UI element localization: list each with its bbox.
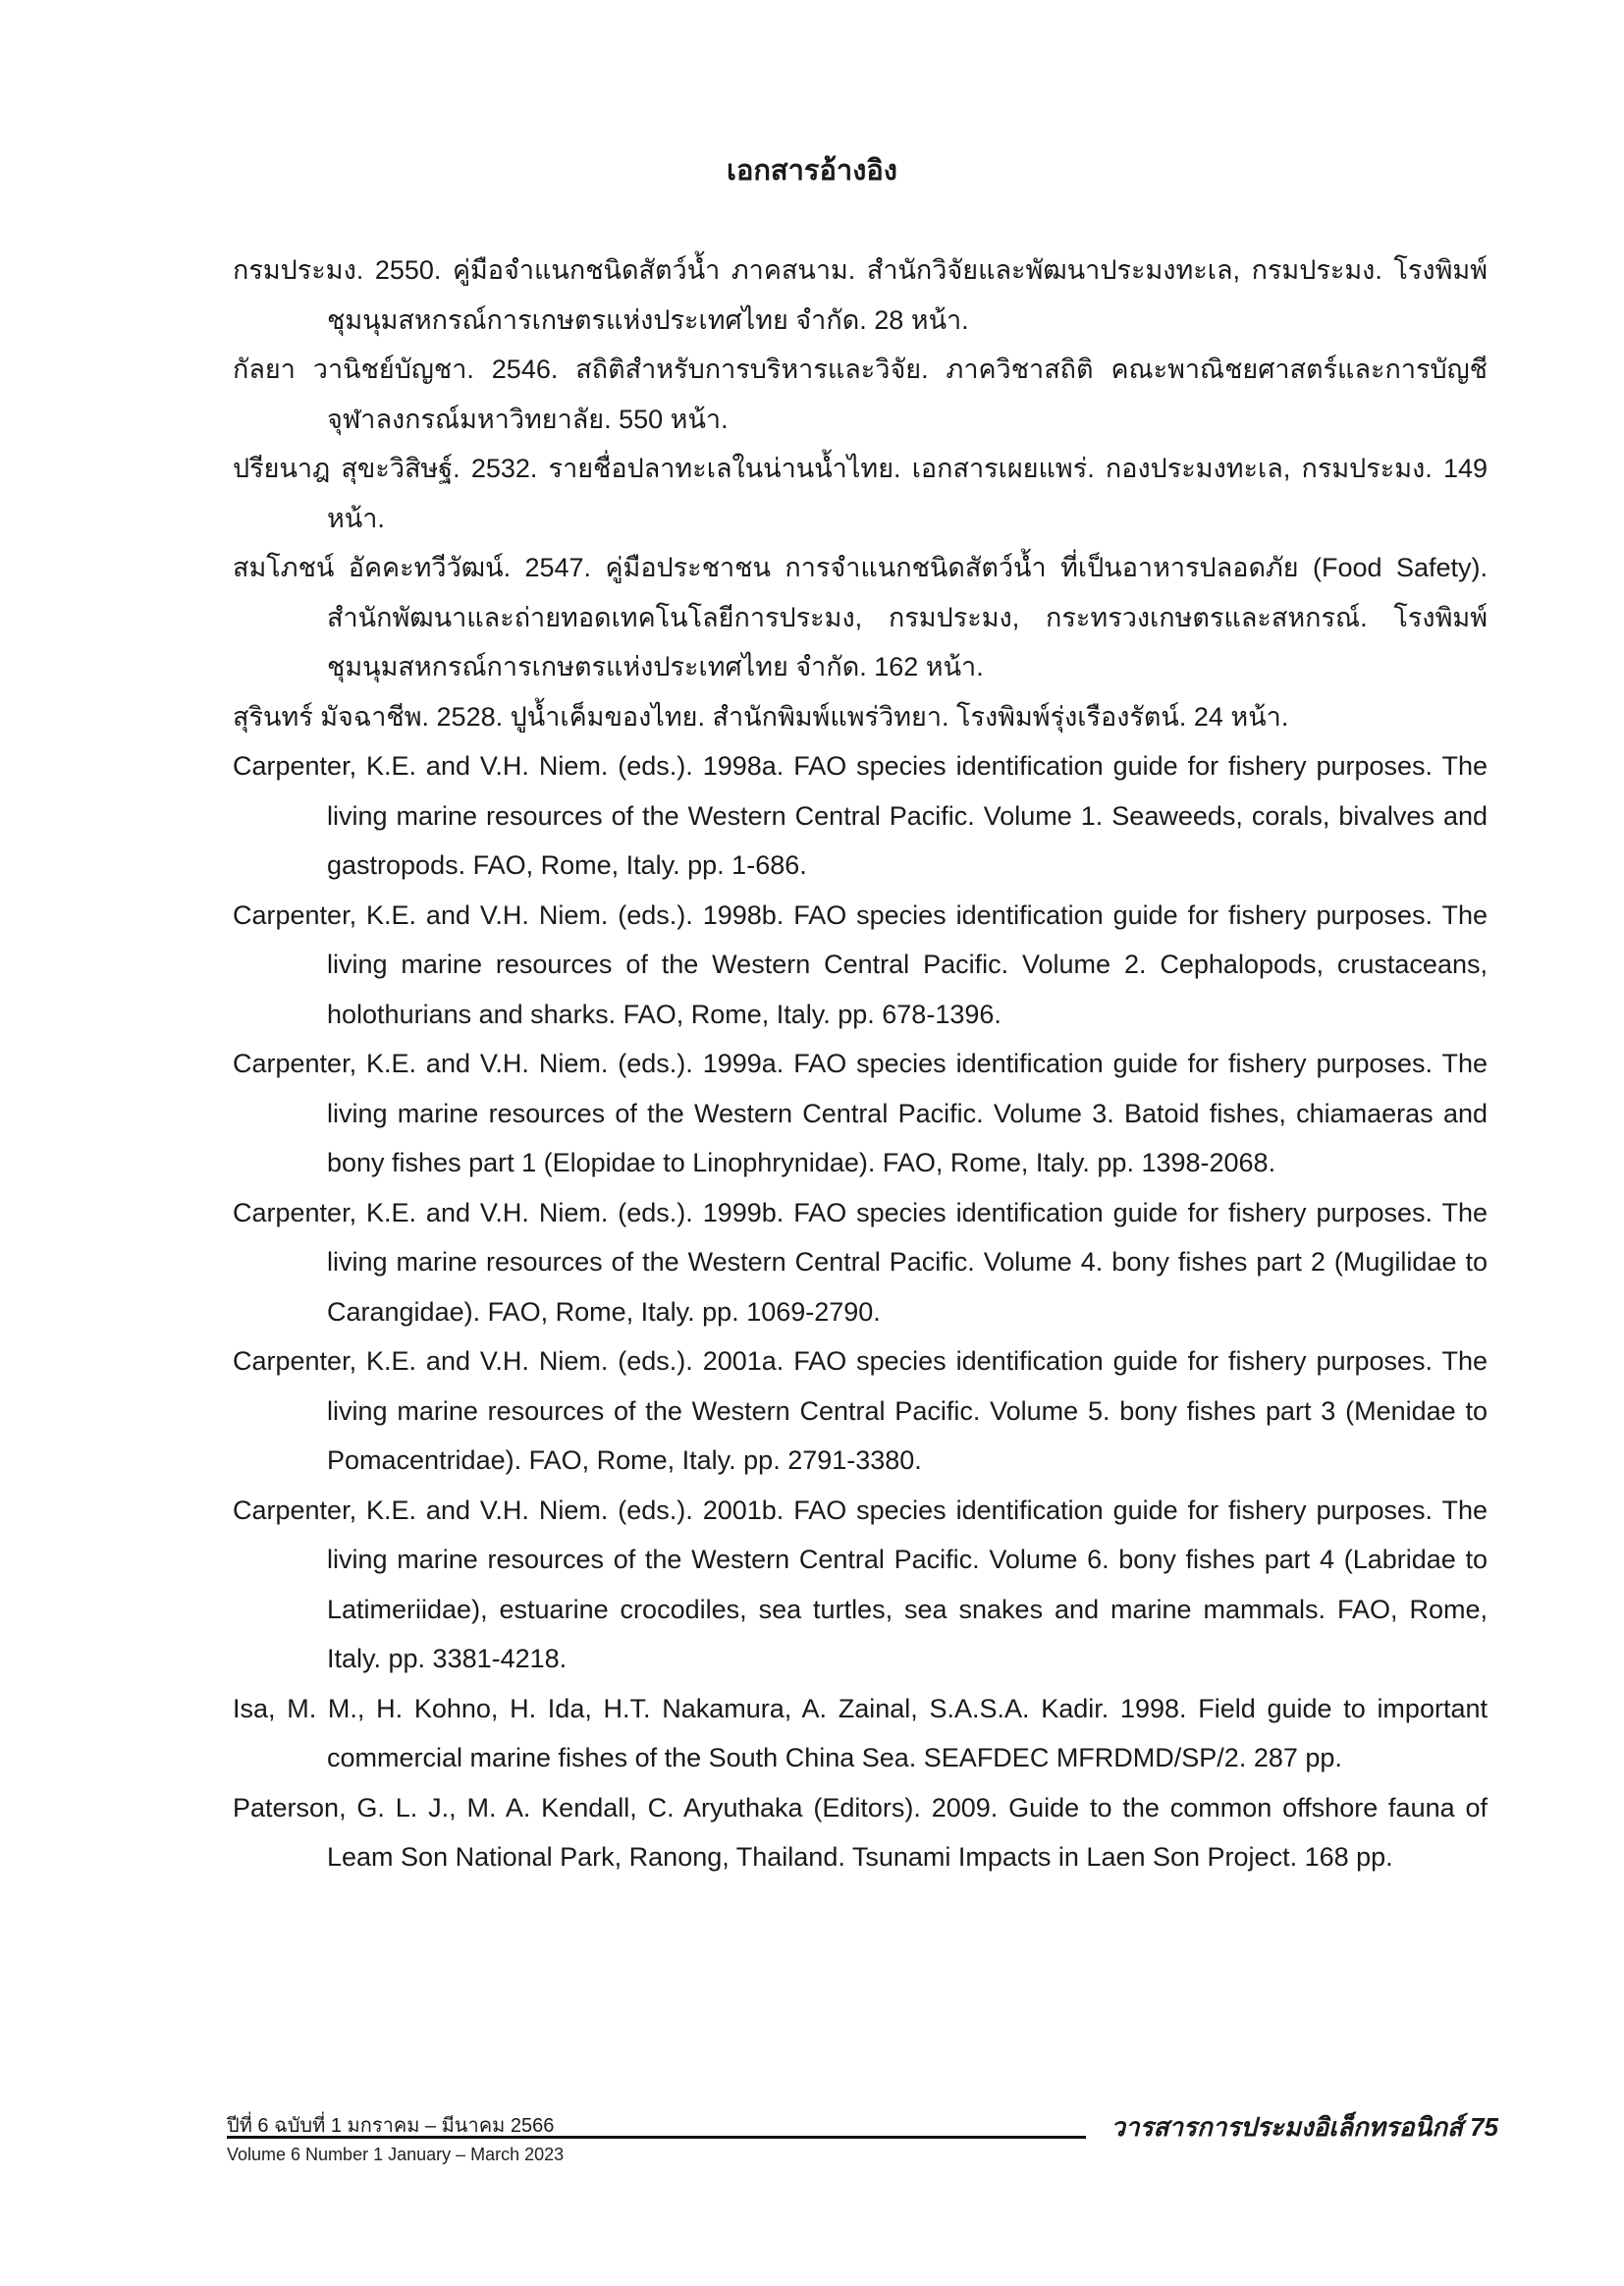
footer-issue-thai: ปีที่ 6 ฉบับที่ 1 มกราคม – มีนาคม 2566 <box>227 2115 555 2137</box>
reference-entry: กรมประมง. 2550. คู่มือจำแนกชนิดสัตว์น้ำ ภาคสนาม. สำนักวิจัยและพัฒนาประมงทะเล, กรมประมง. โรงพิมพ์ชุมนุมสหกรณ์การเกษตรแห่งประเทศไทย จำกัด. 28 หน้า. <box>233 255 1488 335</box>
reference-entry: Isa, M. M., H. Kohno, H. Ida, H.T. Nakamura, A. Zainal, S.A.S.A. Kadir. 1998. Field guide to important commercial marine fishes of the South China Sea. SEAFDEC MFRDMD/SP/2. 287 pp. <box>233 1693 1488 1772</box>
reference-entry: สมโภชน์ อัคคะทวีวัฒน์. 2547. คู่มือประชาชน การจำแนกชนิดสัตว์น้ำ ที่เป็นอาหารปลอดภัย (Food Safety). สำนักพัฒนาและถ่ายทอดเทคโนโลยีการประมง, กรมประมง, กระทรวงเกษตรและสหกรณ์. โรงพิมพ์ชุมนุมสหกรณ์การเกษตรแห่งประเทศไทย จำกัด. 162 หน้า. <box>233 553 1488 681</box>
reference-entry: Carpenter, K.E. and V.H. Niem. (eds.). 2001a. FAO species identification guide for fishery purposes. The living marine resources of the Western Central Pacific. Volume 5. bony fishes part 3 (Menidae to Pomacentridae). FAO, Rome, Italy. pp. 2791-3380. <box>233 1346 1488 1475</box>
reference-entry: ปรียนาฎ สุขะวิสิษฐ์. 2532. รายชื่อปลาทะเลในน่านน้ำไทย. เอกสารเผยแพร่. กองประมงทะเล, กรมประมง. 149 หน้า. <box>233 454 1488 533</box>
references-heading: เอกสารอ้างอิง <box>727 155 897 187</box>
reference-entry: สุรินทร์ มัจฉาชีพ. 2528. ปูน้ำเค็มของไทย. สำนักพิมพ์แพร่วิทยา. โรงพิมพ์รุ่งเรืองรัตน์. 24 หน้า. <box>233 701 1289 732</box>
footer-journal-page: วารสารการประมงอิเล็กทรอนิกส์ 75 <box>1110 2112 1498 2142</box>
footer-issue-english: Volume 6 Number 1 January – March 2023 <box>227 2145 565 2164</box>
reference-entry: Carpenter, K.E. and V.H. Niem. (eds.). 2001b. FAO species identification guide for fishery purposes. The living marine resources of the Western Central Pacific. Volume 6. bony fishes part 4 (Labridae to Latimeriidae), estuarine crocodiles, sea turtles, sea snakes and marine mammals. FAO, Rome, Italy. pp. 3381-4218. <box>233 1495 1488 1673</box>
reference-entry: Paterson, G. L. J., M. A. Kendall, C. Aryuthaka (Editors). 2009. Guide to the common offshore fauna of Leam Son National Park, Ranong, Thailand. Tsunami Impacts in Laen Son Project. 168 pp. <box>233 1792 1488 1872</box>
reference-entry: กัลยา วานิชย์บัญชา. 2546. สถิติสำหรับการบริหารและวิจัย. ภาควิชาสถิติ คณะพาณิชยศาสตร์และการบัญชี จุฬาลงกรณ์มหาวิทยาลัย. 550 หน้า. <box>233 354 1488 434</box>
reference-list <box>233 245 1488 1882</box>
footer-divider <box>227 2136 1086 2139</box>
reference-entry: Carpenter, K.E. and V.H. Niem. (eds.). 1999a. FAO species identification guide for fishery purposes. The living marine resources of the Western Central Pacific. Volume 3. Batoid fishes, chiamaeras and bony fishes part 1 (Elopidae to Linophrynidae). FAO, Rome, Italy. pp. 1398-2068. <box>233 1049 1488 1177</box>
reference-entry: Carpenter, K.E. and V.H. Niem. (eds.). 1998b. FAO species identification guide for fishery purposes. The living marine resources of the Western Central Pacific. Volume 2. Cephalopods, crustaceans, holothurians and sharks. FAO, Rome, Italy. pp. 678-1396. <box>233 899 1488 1029</box>
reference-entry: Carpenter, K.E. and V.H. Niem. (eds.). 1999b. FAO species identification guide for fishery purposes. The living marine resources of the Western Central Pacific. Volume 4. bony fishes part 2 (Mugilidae to Carangidae). FAO, Rome, Italy. pp. 1069-2790. <box>233 1197 1488 1327</box>
reference-entry: Carpenter, K.E. and V.H. Niem. (eds.). 1998a. FAO species identification guide for fishery purposes. The living marine resources of the Western Central Pacific. Volume 1. Seaweeds, corals, bivalves and gastropods. FAO, Rome, Italy. pp. 1-686. <box>233 751 1488 880</box>
